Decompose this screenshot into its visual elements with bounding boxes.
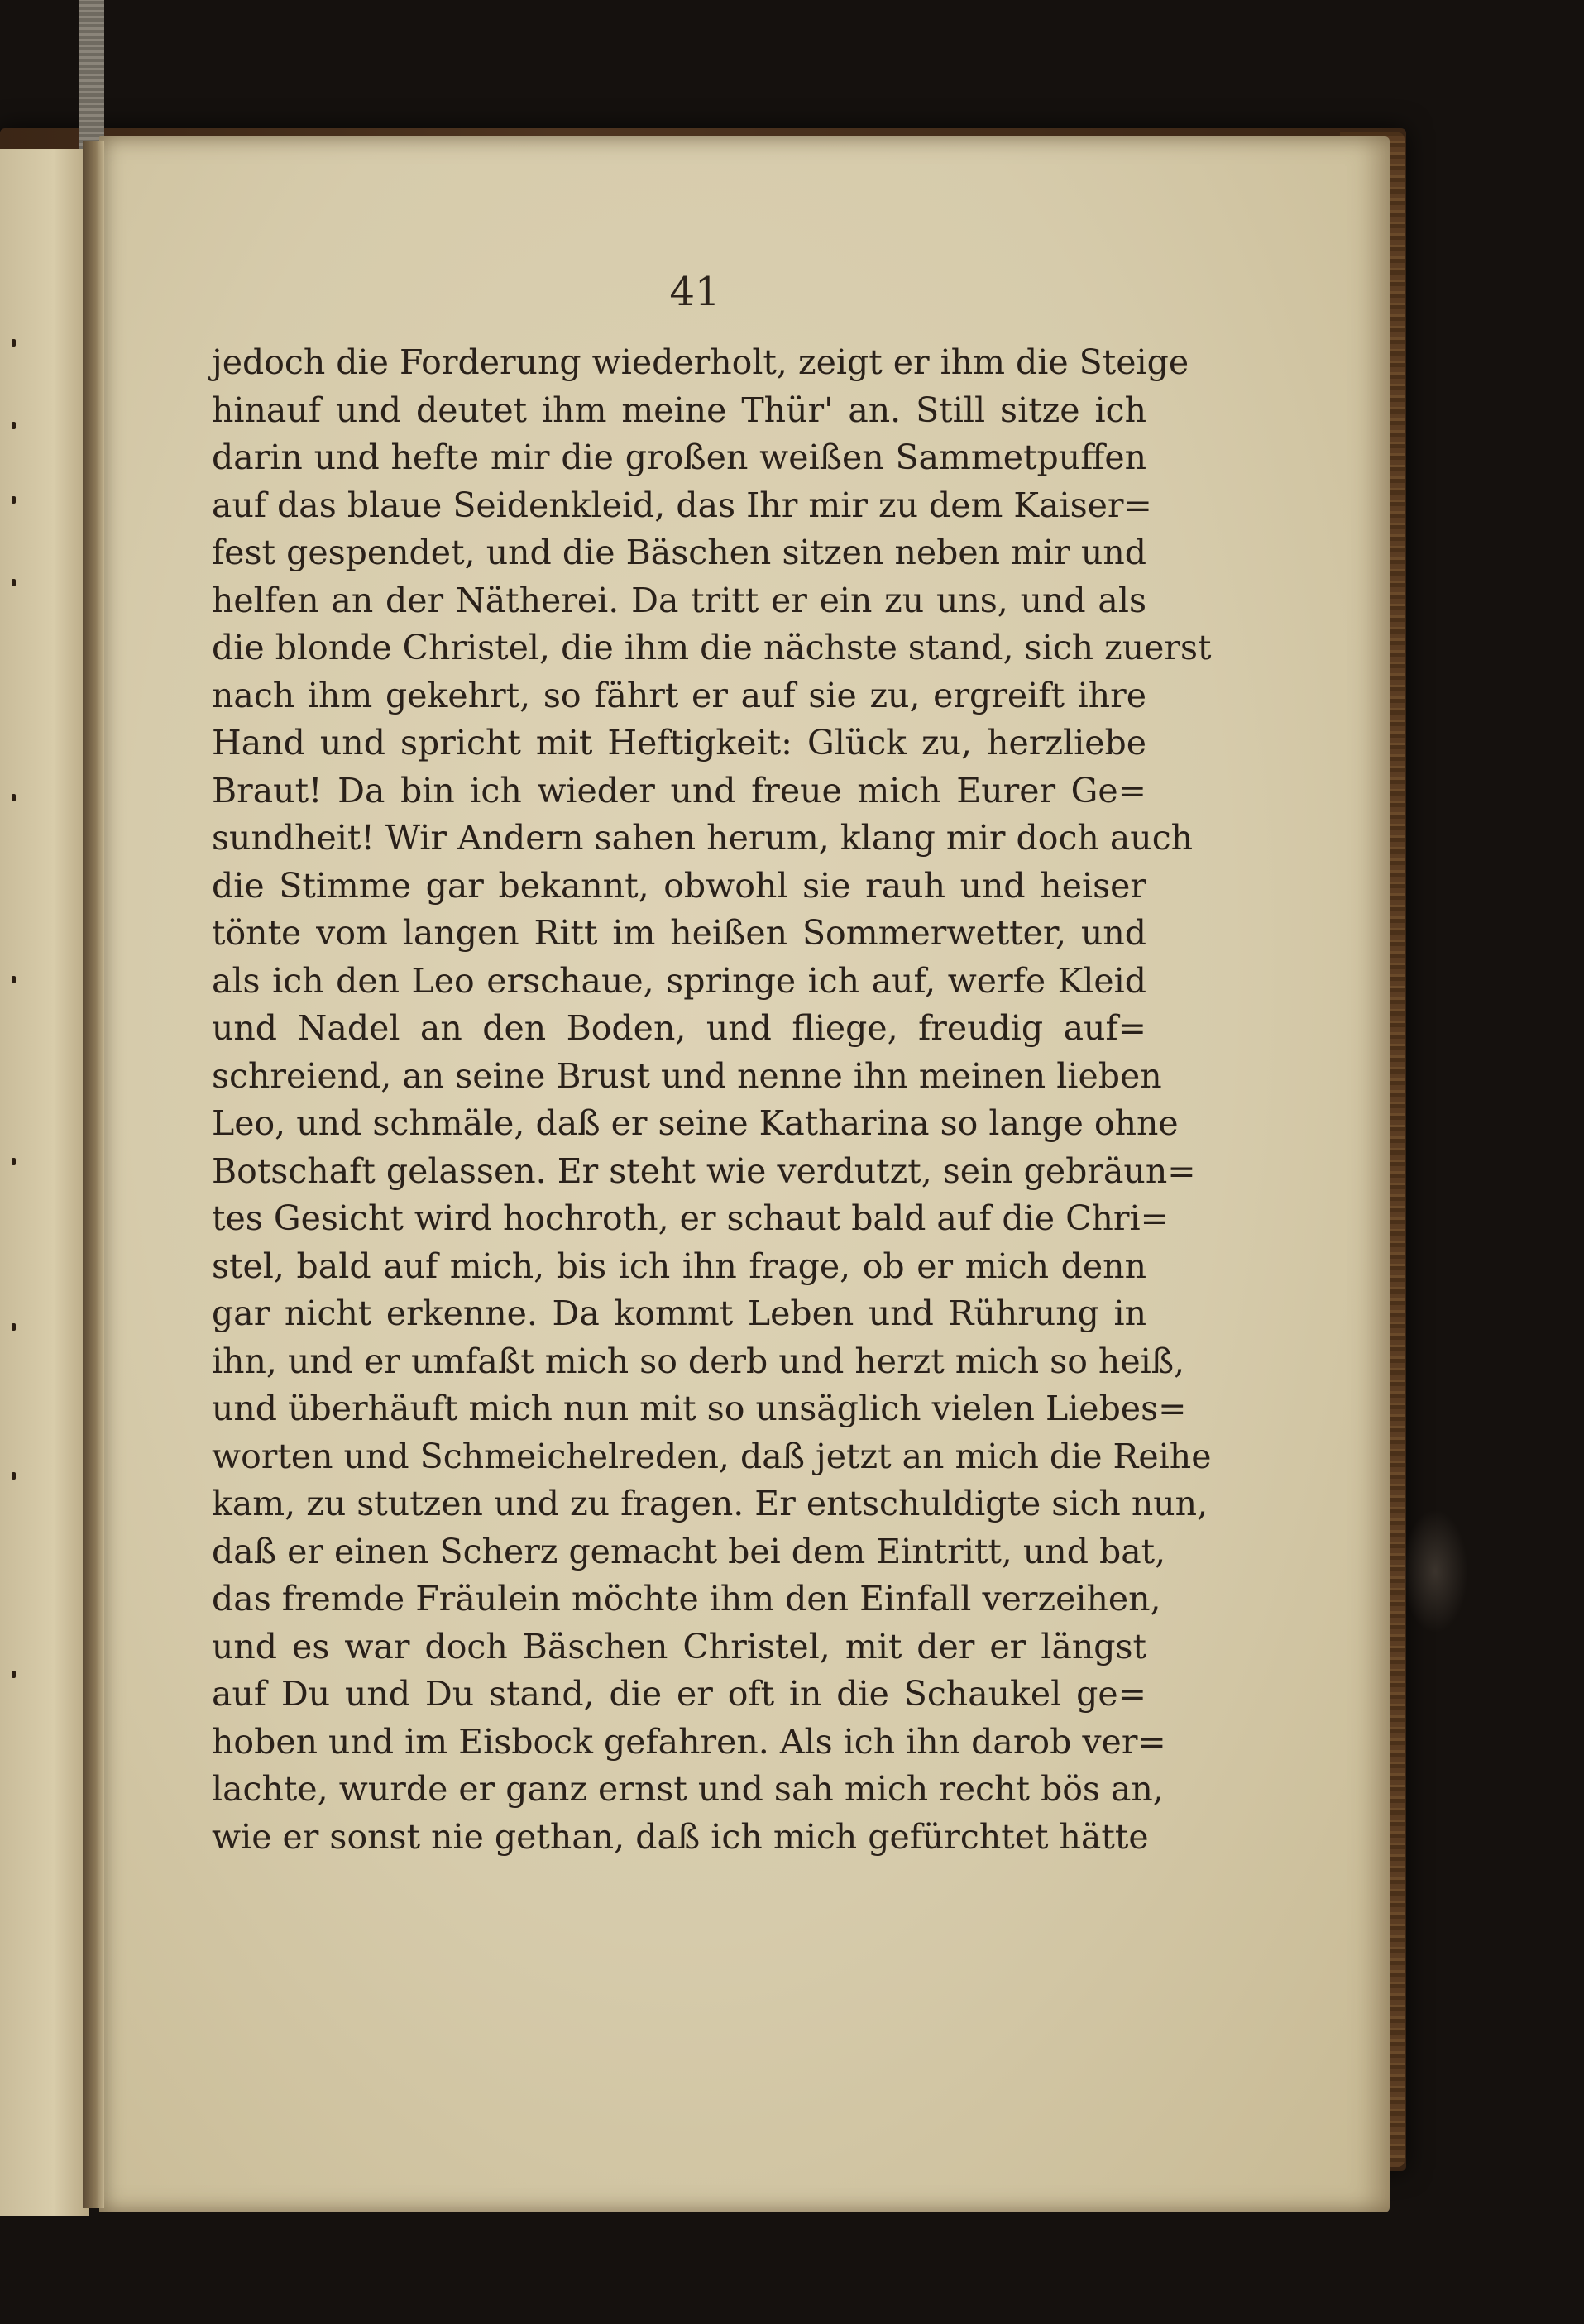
text-line: wie er sonst nie gethan, daß ich mich gefürchtet hätte — [212, 1816, 1149, 1857]
text-line: nach ihm gekehrt, so fährt er auf sie zu, ergreift ihre — [212, 675, 1146, 715]
text-line: hinauf und deutet ihm meine Thür' an. Still sitze ich — [212, 390, 1146, 430]
text-line: auf Du und Du stand, die er oft in die Schaukel ge= — [212, 1674, 1146, 1714]
text-line: auf das blaue Seidenkleid, das Ihr mir zu dem Kaiser= — [212, 485, 1152, 525]
text-line: das fremde Fräulein möchte ihm den Einfall verzeihen, — [212, 1579, 1161, 1619]
text-line: ihn, und er umfaßt mich so derb und herzt mich so heiß, — [212, 1341, 1185, 1381]
page-text — [212, 339, 1212, 1861]
text-line: worten und Schmeichelreden, daß jetzt an mich die Reihe — [212, 1436, 1212, 1476]
text-line: kam, zu stutzen und zu fragen. Er entschuldigte sich nun, — [212, 1484, 1208, 1523]
page-gutter — [83, 141, 104, 2208]
text-line: lachte, wurde er ganz ernst und sah mich recht bös an, — [212, 1769, 1164, 1809]
text-line: gar nicht erkenne. Da kommt Leben und Rührung in — [212, 1294, 1146, 1333]
text-line: Hand und spricht mit Heftigkeit: Glück zu, herzliebe — [212, 723, 1146, 763]
text-line: Leo, und schmäle, daß er seine Katharina so lange ohne — [212, 1103, 1179, 1143]
text-line: helfen an der Nätherei. Da tritt er ein zu uns, und als — [212, 580, 1146, 620]
text-line: tönte vom langen Ritt im heißen Sommerwetter, und — [212, 913, 1146, 953]
text-line: und Nadel an den Boden, und fliege, freudig auf= — [212, 1008, 1146, 1048]
bookmark-ribbon — [79, 0, 104, 149]
page-number: 41 — [669, 269, 720, 315]
text-line: jedoch die Forderung wiederholt, zeigt er ihm die Steige — [212, 342, 1189, 382]
text-line: fest gespendet, und die Bäschen sitzen neben mir und — [212, 533, 1146, 572]
page-stain — [1402, 1509, 1468, 1633]
text-line: die blonde Christel, die ihm die nächste stand, sich zuerst — [212, 628, 1212, 667]
text-line: darin und hefte mir die großen weißen Sammetpuffen — [212, 438, 1146, 477]
text-line: und es war doch Bäschen Christel, mit der er längst — [212, 1626, 1146, 1666]
text-line: Braut! Da bin ich wieder und freue mich Eurer Ge= — [212, 770, 1146, 811]
text-line: als ich den Leo erschaue, springe ich auf, werfe Kleid — [212, 960, 1146, 1001]
text-line: schreiend, an seine Brust und nenne ihn meinen lieben — [212, 1055, 1162, 1096]
text-line: und überhäuft mich nun mit so unsäglich vielen Liebes= — [212, 1389, 1187, 1428]
text-line: daß er einen Scherz gemacht bei dem Eintritt, und bat, — [212, 1531, 1166, 1571]
text-line: hoben und im Eisbock gefahren. Als ich ihn darob ver= — [212, 1721, 1166, 1762]
text-line: sundheit! Wir Andern sahen herum, klang mir doch auch — [212, 818, 1194, 858]
text-line: tes Gesicht wird hochroth, er schaut bald auf die Chri= — [212, 1198, 1169, 1238]
text-line: stel, bald auf mich, bis ich ihn frage, ob er mich denn — [212, 1246, 1146, 1286]
previous-page-text-fragments — [0, 149, 25, 2216]
text-line: Botschaft gelassen. Er steht wie verdutzt, sein gebräun= — [212, 1150, 1196, 1191]
text-line: die Stimme gar bekannt, obwohl sie rauh und heiser — [212, 865, 1146, 906]
